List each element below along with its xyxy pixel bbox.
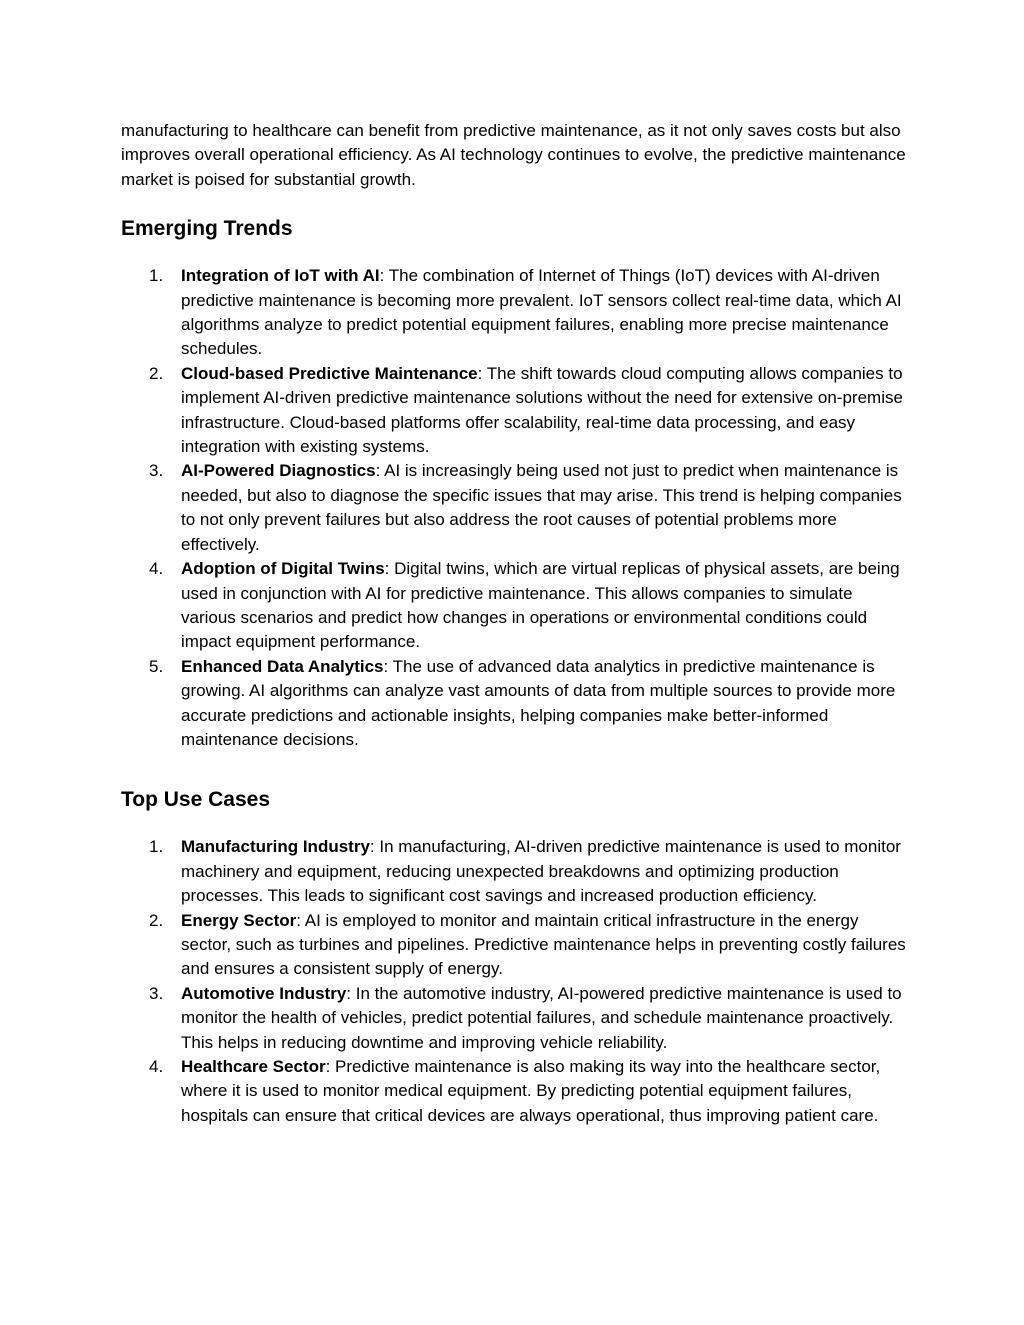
list-item xyxy=(121,264,911,362)
list-item-number: 4. xyxy=(149,559,164,579)
list-item-term: Healthcare Sector xyxy=(181,1057,326,1076)
list-item-number: 1. xyxy=(149,266,164,286)
list-item-number: 3. xyxy=(149,461,164,481)
list-item xyxy=(121,362,911,460)
list-item-term: Automotive Industry xyxy=(181,983,347,1003)
list-item-text: : Predictive maintenance is also making its way into the healthcare sector, where it is used to monitor medical equipment. By predicting potential equipment failures, hospitals can ensure that critical devices are always operational, thus improving patient care. xyxy=(181,1057,881,1125)
list-item-text: : In the automotive industry, AI-powered predictive maintenance is used to monitor the health of vehicles, predict potential failures, and schedule maintenance proactively. This helps in reducing downtime and improving vehicle reliability. xyxy=(181,983,902,1052)
list-item-number: 3. xyxy=(149,983,164,1003)
list-item xyxy=(121,459,911,557)
list-item-term: Manufacturing Industry xyxy=(181,837,370,857)
list-item-text: : In manufacturing, AI-driven predictive maintenance is used to monitor machinery and equipment, reducing unexpected breakdowns and optimizing production processes. This leads to significant cost savings and increased production efficiency. xyxy=(181,837,901,906)
list-item xyxy=(121,655,911,753)
list-item-text: : Digital twins, which are virtual replicas of physical assets, are being used in conjunction with AI for predictive maintenance. This allows companies to simulate various scenarios and predict how changes in operations or environmental conditions could impact equipment performance. xyxy=(181,559,900,652)
list-item xyxy=(121,1055,911,1128)
list-item-number: 5. xyxy=(149,656,164,676)
list-item xyxy=(121,982,911,1055)
list-item-term: Energy Sector xyxy=(181,910,297,930)
list-item-number: 4. xyxy=(149,1057,164,1076)
document-body xyxy=(121,119,911,1128)
list-item-number: 2. xyxy=(149,910,164,930)
list-item-number: 1. xyxy=(149,837,164,857)
list-item-term: AI-Powered Diagnostics xyxy=(181,461,376,481)
list-item-term: Integration of IoT with AI xyxy=(181,266,380,286)
intro-paragraph: manufacturing to healthcare can benefit from predictive maintenance, as it not only saves costs but also improves overall operational efficiency. As AI technology continues to evolve, the predictive maintenance market is poised for substantial growth. xyxy=(121,121,906,189)
list-item-text: : The combination of Internet of Things (IoT) devices with AI-driven predictive maintenance is becoming more prevalent. IoT sensors collect real-time data, which AI algorithms analyze to predict potential equipment failures, enabling more precise maintenance schedules. xyxy=(181,266,902,359)
top-use-cases-list xyxy=(121,835,911,1128)
list-item-term: Enhanced Data Analytics xyxy=(181,656,384,676)
list-item-term: Cloud-based Predictive Maintenance xyxy=(181,363,478,383)
list-item-text: : The use of advanced data analytics in predictive maintenance is growing. AI algorithms can analyze vast amounts of data from multiple sources to provide more accurate predictions and actionable insights, helping companies make better-informed maintenance decisions. xyxy=(181,656,896,749)
section-heading-emerging-trends: Emerging Trends xyxy=(121,217,293,241)
list-item-term: Adoption of Digital Twins xyxy=(181,559,385,579)
list-item-text: : The shift towards cloud computing allows companies to implement AI-driven predictive maintenance solutions without the need for extensive on-premise infrastructure. Cloud-based platforms offer scalability, real-time data processing, and easy integration with existing systems. xyxy=(181,363,903,457)
list-item-text: : AI is employed to monitor and maintain critical infrastructure in the energy sector, such as turbines and pipelines. Predictive maintenance helps in preventing costly failures and ensures a consistent supply of energy. xyxy=(181,910,906,979)
list-item xyxy=(121,909,911,982)
list-item xyxy=(121,557,911,655)
list-item-number: 2. xyxy=(149,363,164,383)
emerging-trends-list xyxy=(121,264,911,752)
list-item xyxy=(121,835,911,908)
section-heading-top-use-cases: Top Use Cases xyxy=(121,788,270,812)
list-item-text: : AI is increasingly being used not just to predict when maintenance is needed, but also to diagnose the specific issues that may arise. This trend is helping companies to not only prevent failures but also address the root causes of potential problems more effectively. xyxy=(181,461,902,554)
